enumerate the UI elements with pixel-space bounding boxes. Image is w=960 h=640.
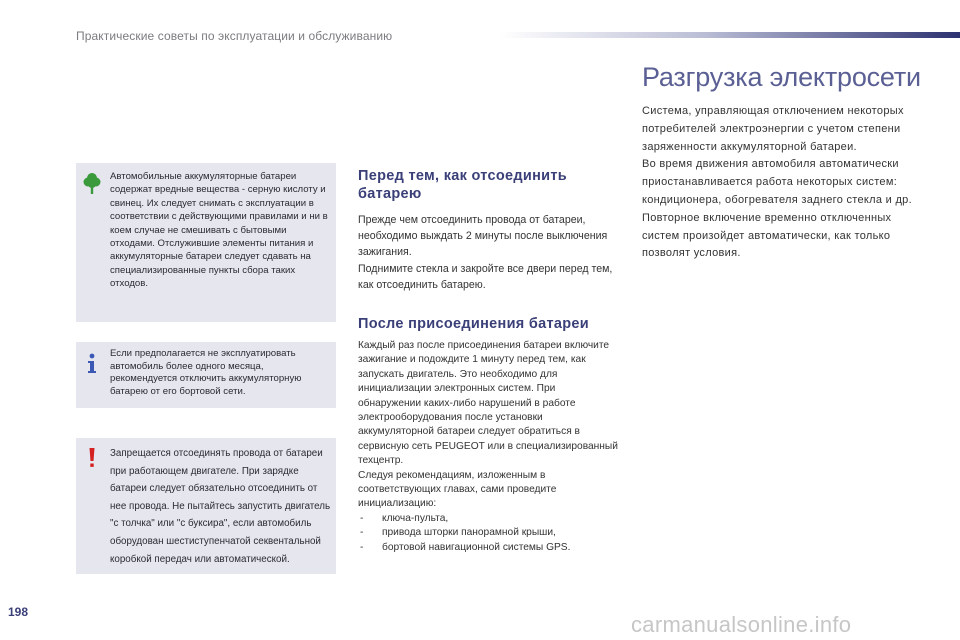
load-shedding-text-2: Во время движения автомобиля автоматически приостанавливается работа некоторых систем: кондиционера, обогревателя заднего стекла и др. bbox=[642, 158, 912, 206]
info-note-panel bbox=[76, 342, 336, 408]
list-item: - ключа-пульта, bbox=[358, 512, 620, 526]
warning-exclamation-icon bbox=[82, 446, 102, 470]
after-connect-section bbox=[358, 315, 620, 555]
page-header-title: Практические советы по эксплуатации и обслуживанию bbox=[76, 29, 393, 43]
load-shedding-text-3: Повторное включение временно отключенных систем произойдет автоматически, как только позволят условия. bbox=[642, 211, 892, 260]
tree-icon bbox=[82, 171, 102, 195]
after-connect-title: После присоединения батареи bbox=[358, 316, 590, 332]
header-gradient-bar bbox=[500, 32, 960, 38]
init-list bbox=[358, 512, 620, 555]
before-disconnect-text-1: Прежде чем отсоединить провода от батареи, необходимо выждать 2 минуты после выключения зажигания. bbox=[358, 214, 608, 259]
after-connect-text-1: Каждый раз после присоединения батареи включите зажигание и подождите 1 минуту перед тем, как запускать двигатель. Это необходимо для инициализации электронных систем. При обнаружении каких-либо нарушений в работе электрооборудования после установки аккумуляторной батареи следует обратиться в сервисную сеть PEUGEOT или в специализированный техцентр. bbox=[358, 340, 618, 467]
list-item: - привода шторки панорамной крыши, bbox=[358, 526, 620, 540]
before-disconnect-text-2: Поднимите стекла и закройте все двери перед тем, как отсоединить батарею. bbox=[358, 262, 613, 291]
load-shedding-title: Разгрузка электросети bbox=[642, 62, 921, 92]
warning-note-panel bbox=[76, 438, 336, 574]
eco-note-panel bbox=[76, 163, 336, 322]
info-icon bbox=[82, 352, 102, 376]
list-item: - бортовой навигационной системы GPS. bbox=[358, 541, 620, 555]
warning-note-text: Запрещается отсоединять провода от батареи при работающем двигателе. При зарядке батареи следует обязательно отсоединить от нее провода. Не пытайтесь запустить двигатель "с толчка" или "с буксира", если автомобиль оборудован шестиступенчатой секвентальной коробкой передач или автоматической. bbox=[110, 448, 331, 565]
after-connect-text-2: Следуя рекомендациям, изложенным в соответствующих главах, сами проведите инициализацию: bbox=[358, 469, 557, 510]
info-note-text: Если предполагается не эксплуатировать автомобиль более одного месяца, рекомендуется отключить аккумуляторную батарею от его бортовой сети. bbox=[110, 348, 302, 397]
eco-note-text: Автомобильные аккумуляторные батареи содержат вредные вещества - серную кислоту и свинец. Их следует снимать с эксплуатации в соответствии с действующими правилами и ни в коем случае не смешивать с бытовыми отходами. Отслужившие элементы питания и аккумуляторные батареи следует сдавать на специализированные пункты сбора таких отходов. bbox=[110, 171, 328, 290]
page-number: 198 bbox=[8, 605, 29, 619]
load-shedding-text-1: Система, управляющая отключением некоторых потребителей электроэнергии с учетом степени заряженности аккумуляторной батареи. bbox=[642, 105, 904, 153]
before-disconnect-section bbox=[358, 167, 620, 293]
before-disconnect-title: Перед тем, как отсоединить батарею bbox=[358, 168, 568, 202]
watermark: carmanualsonline.info bbox=[631, 612, 852, 637]
load-shedding-body bbox=[642, 103, 912, 263]
